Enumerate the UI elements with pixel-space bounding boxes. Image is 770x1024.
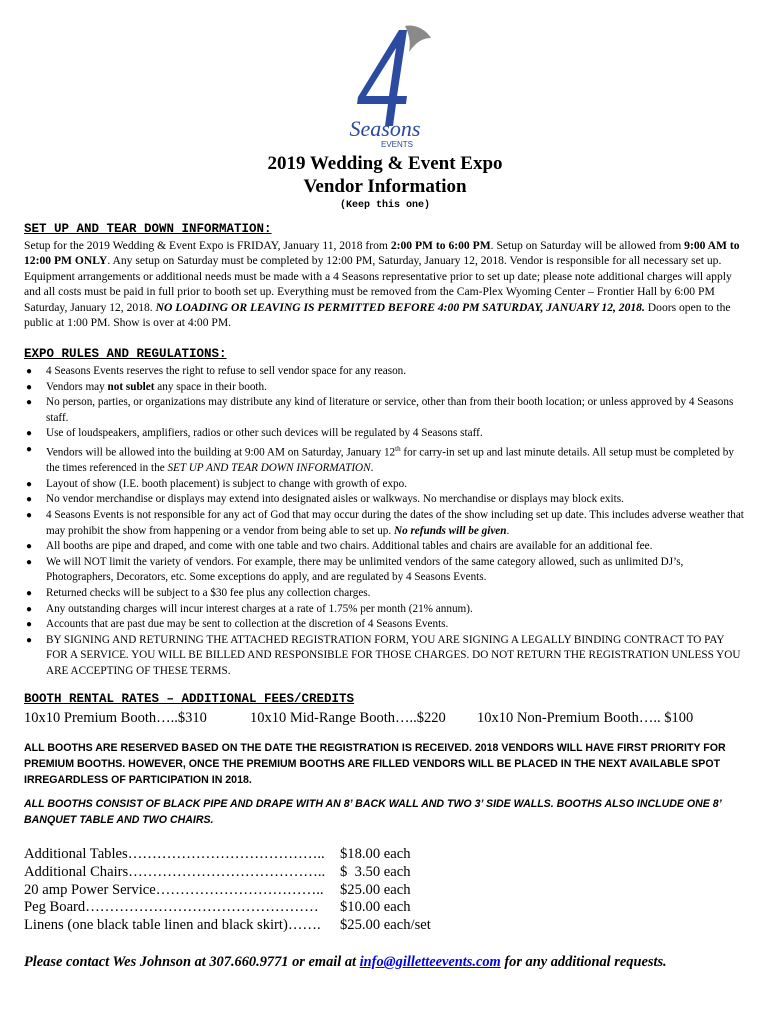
fee-row: Additional Tables………………………………….. $18.00 each (24, 846, 411, 862)
page-subtitle: Vendor Information (303, 176, 467, 197)
list-item: ● 4 Seasons Events reserves the right to refuse to sell vendor space for any reason. (26, 365, 407, 377)
fee-row: Linens (one black table linen and black skirt)……. $25.00 each/set (24, 917, 431, 934)
booth-contents-notice: ALL BOOTHS CONSIST OF BLACK PIPE AND DRAPE WITH AN 8’ BACK WALL AND TWO 3’ SIDE WALLS. BOOTHS ALSO INCLUDE ONE 8’ BANQUET TABLE AND TWO CHAIRS. (24, 798, 722, 826)
page-title: 2019 Wedding & Event Expo (267, 153, 503, 174)
setup-text-4: Doors open to the public at 1:00 PM. Show is over at 4:00 PM. (24, 300, 731, 330)
setup-heading: SET UP AND TEAR DOWN INFORMATION: (24, 222, 272, 236)
four-seasons-logo (335, 22, 435, 150)
keep-note: (Keep this one) (339, 200, 430, 211)
setup-text-3: . Any setup on Saturday must be completed by 12:00 PM, Saturday, January 12, 2018. Vendor is responsible for all necessary set up. Equipment arrangements or additional needs must be made with a 4 Seasons representative prior to set up date; please note additional charges will apply and all costs must be paid in full prior to booth set up. Everything must be removed from the Cam-Plex Wyoming Center – Frontier Hall by 6:00 PM Saturday, January 12, 2018. (24, 254, 732, 314)
logo-sub: EVENTS (380, 140, 414, 149)
list-item: ● Vendors will be allowed into the building at 9:00 AM on Saturday, January 12th for carry-in set up and last minute details. All setup must be completed by the times referenced in the SET UP AND TEAR DOWN INFORMATION. (26, 443, 734, 475)
rate-non-premium: 10x10 Non-Premium Booth….. $100 (477, 710, 694, 726)
list-item: ● Use of loudspeakers, amplifiers, radios or other such devices will be regulated by 4 Seasons staff. (26, 427, 483, 440)
rate-mid-range: 10x10 Mid-Range Booth…..$220 (250, 710, 446, 726)
list-item: ● Vendors may not sublet any space in their booth. (26, 380, 267, 393)
fee-row: Peg Board………………………………………… $10.00 each (24, 899, 411, 916)
setup-paragraph (24, 238, 746, 330)
email-link[interactable]: info@gilletteevents.com (359, 954, 501, 970)
logo-graphic (335, 22, 435, 150)
fee-row: Additional Chairs………………………………….. $ 3.50 each (24, 863, 411, 880)
contact-text: Please contact Wes Johnson at 307.660.9771 or email at (24, 954, 360, 970)
list-item: ● Any outstanding charges will incur interest charges at a rate of 1.75% per month (21% annum). (26, 602, 473, 615)
logo-word: Seasons (349, 116, 421, 141)
setup-time-saturday: 9:00 AM to 12:00 PM ONLY (24, 239, 740, 268)
list-item: ● Layout of show (I.E. booth placement) is subject to change with growth of expo. (26, 477, 408, 490)
booth-heading: BOOTH RENTAL RATES – ADDITIONAL FEES/CREDITS (24, 692, 355, 706)
rules-heading: EXPO RULES AND REGULATIONS: (24, 347, 227, 361)
list-item: ● No vendor merchandise or displays may extend into designated aisles or walkways. No merchandise or displays may block exits. (26, 493, 624, 506)
contact-line (24, 954, 754, 971)
fee-row: 20 amp Power Service…………………………….. $25.00 each (24, 881, 411, 898)
setup-text-1: Setup for the 2019 Wedding & Event Expo is FRIDAY, January 11, 2018 from (24, 239, 391, 252)
booth-reservation-notice: ALL BOOTHS ARE RESERVED BASED ON THE DATE THE REGISTRATION IS RECEIVED. 2018 VENDORS WILL HAVE FIRST PRIORITY FOR PREMIUM BOOTHS. HOWEVER, ONCE THE PREMIUM BOOTHS ARE FILLED VENDORS WILL BE PLACED IN THE NEXT AVAILABLE SPOT IRREGARDLESS OF PARTICIPATION IN 2018. (24, 742, 726, 786)
setup-time-friday: 2:00 PM to 6:00 PM (390, 239, 491, 252)
list-item: ● Returned checks will be subject to a $30 fee plus any collection charges. (26, 587, 371, 600)
additional-fees-list (24, 846, 524, 935)
list-item: ● We will NOT limit the variety of vendors. For example, there may be unlimited vendors of the same category allowed, such as unlimited DJ’s, Photographers, Decorators, etc. Some exceptions do apply, and are regulated by 4 Seasons Events. (26, 555, 684, 584)
list-item: ● Accounts that are past due may be sent to collection at the discretion of 4 Seasons Events. (26, 618, 449, 631)
list-item: ● No person, parties, or organizations may distribute any kind of literature or service, other than from their booth location; or unless approved by 4 Seasons staff. (26, 396, 734, 424)
rules-list (24, 364, 748, 680)
list-item: ● All booths are pipe and draped, and come with one table and two chairs. Additional tables and chairs are available for an additional fee. (26, 540, 653, 553)
setup-text-2: . Setup on Saturday will be allowed from (490, 239, 685, 252)
contact-text-end: for any additional requests. (500, 954, 667, 970)
rate-premium: 10x10 Premium Booth…..$310 (24, 710, 207, 726)
setup-no-loading: NO LOADING OR LEAVING IS PERMITTED BEFORE 4:00 PM SATURDAY, JANUARY 12, 2018. (155, 300, 645, 314)
list-item: ● 4 Seasons Events is not responsible for any act of God that may occur during the dates of the show including set up date. This includes adverse weather that may prohibit the show from happening or a vendor from being able to set up. No refunds will be given. (26, 509, 744, 537)
list-item: ● BY SIGNING AND RETURNING THE ATTACHED REGISTRATION FORM, YOU ARE SIGNING A LEGALLY BINDING CONTRACT TO PAY FOR A SERVICE. YOU WILL BE BILLED AND RESPONSIBLE FOR THOSE CHARGES. DO NOT RETURN THE REGISTRATION UNLESS YOU ARE ACCEPTING OF THESE TERMS. (26, 633, 741, 678)
